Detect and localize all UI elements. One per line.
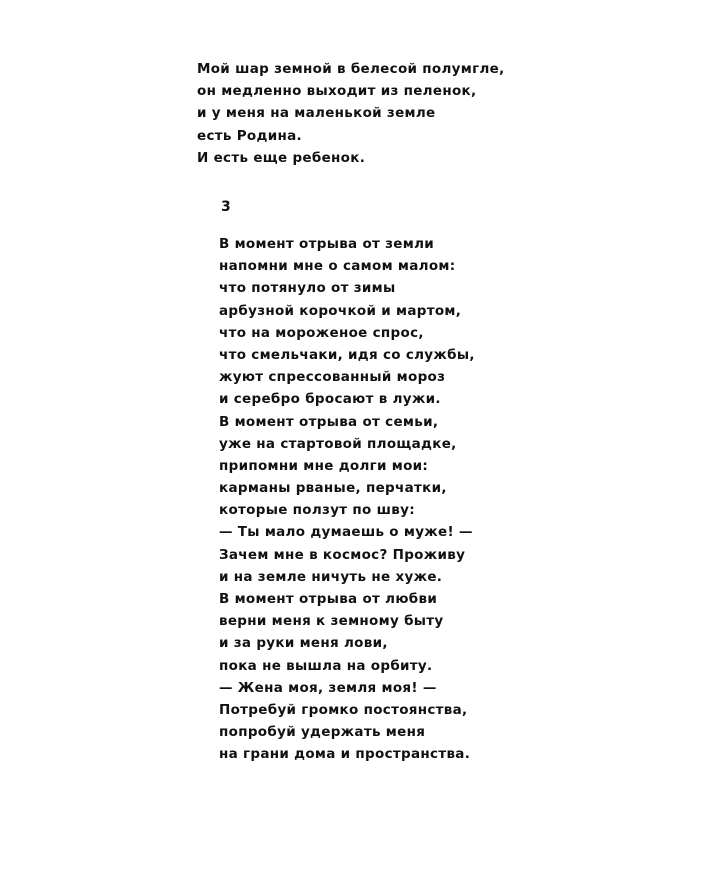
poem-line: попробуй удержать меня <box>219 724 426 741</box>
poem-line: — Жена моя, земля моя! — <box>219 679 437 696</box>
poem-line: что на мороженое спрос, <box>219 324 424 341</box>
poem-line: и у меня на маленькой земле <box>197 105 436 122</box>
intro-stanza <box>197 58 505 169</box>
poem-line: он медленно выходит из пеленок, <box>197 83 477 100</box>
poem-line: Потребуй громко постоянства, <box>219 701 468 718</box>
poem-line: и на земле ничуть не хуже. <box>219 568 443 585</box>
poem-line: пока не вышла на орбиту. <box>219 657 433 674</box>
poem-line: — Ты мало думаешь о муже! — <box>219 524 473 541</box>
poem-line: которые ползут по шву: <box>219 502 415 519</box>
poem-line: Мой шар земной в белесой полумгле, <box>197 61 505 77</box>
poem-line: есть Родина. <box>197 127 302 144</box>
section-number: 3 <box>221 199 231 215</box>
poem-line: карманы рваные, перчатки, <box>219 480 447 497</box>
poem-line: верни меня к земному быту <box>219 613 444 630</box>
poem-line: и за руки меня лови, <box>219 635 388 652</box>
poem-line: жуют спрессованный мороз <box>219 369 446 386</box>
poem-line: арбузной корочкой и мартом, <box>219 302 462 319</box>
poem-line: И есть еще ребенок. <box>197 149 366 166</box>
poem-line: В момент отрыва от семьи, <box>219 413 439 430</box>
poem-line: уже на стартовой площадке, <box>219 435 457 452</box>
poem-line: что потянуло от зимы <box>219 280 396 297</box>
poem-line: на грани дома и пространства. <box>219 746 471 763</box>
poem-line: напомни мне о самом малом: <box>219 258 456 275</box>
poem-line: Зачем мне в космос? Проживу <box>219 546 466 563</box>
poem-line: В момент отрыва от любви <box>219 591 438 607</box>
poem-line: и серебро бросают в лужи. <box>219 391 441 408</box>
poem-line: В момент отрыва от земли <box>219 236 435 252</box>
poem-line: что смельчаки, идя со службы, <box>219 346 475 363</box>
poem-line: припомни мне долги мои: <box>219 457 429 474</box>
section-stanza <box>219 233 475 766</box>
